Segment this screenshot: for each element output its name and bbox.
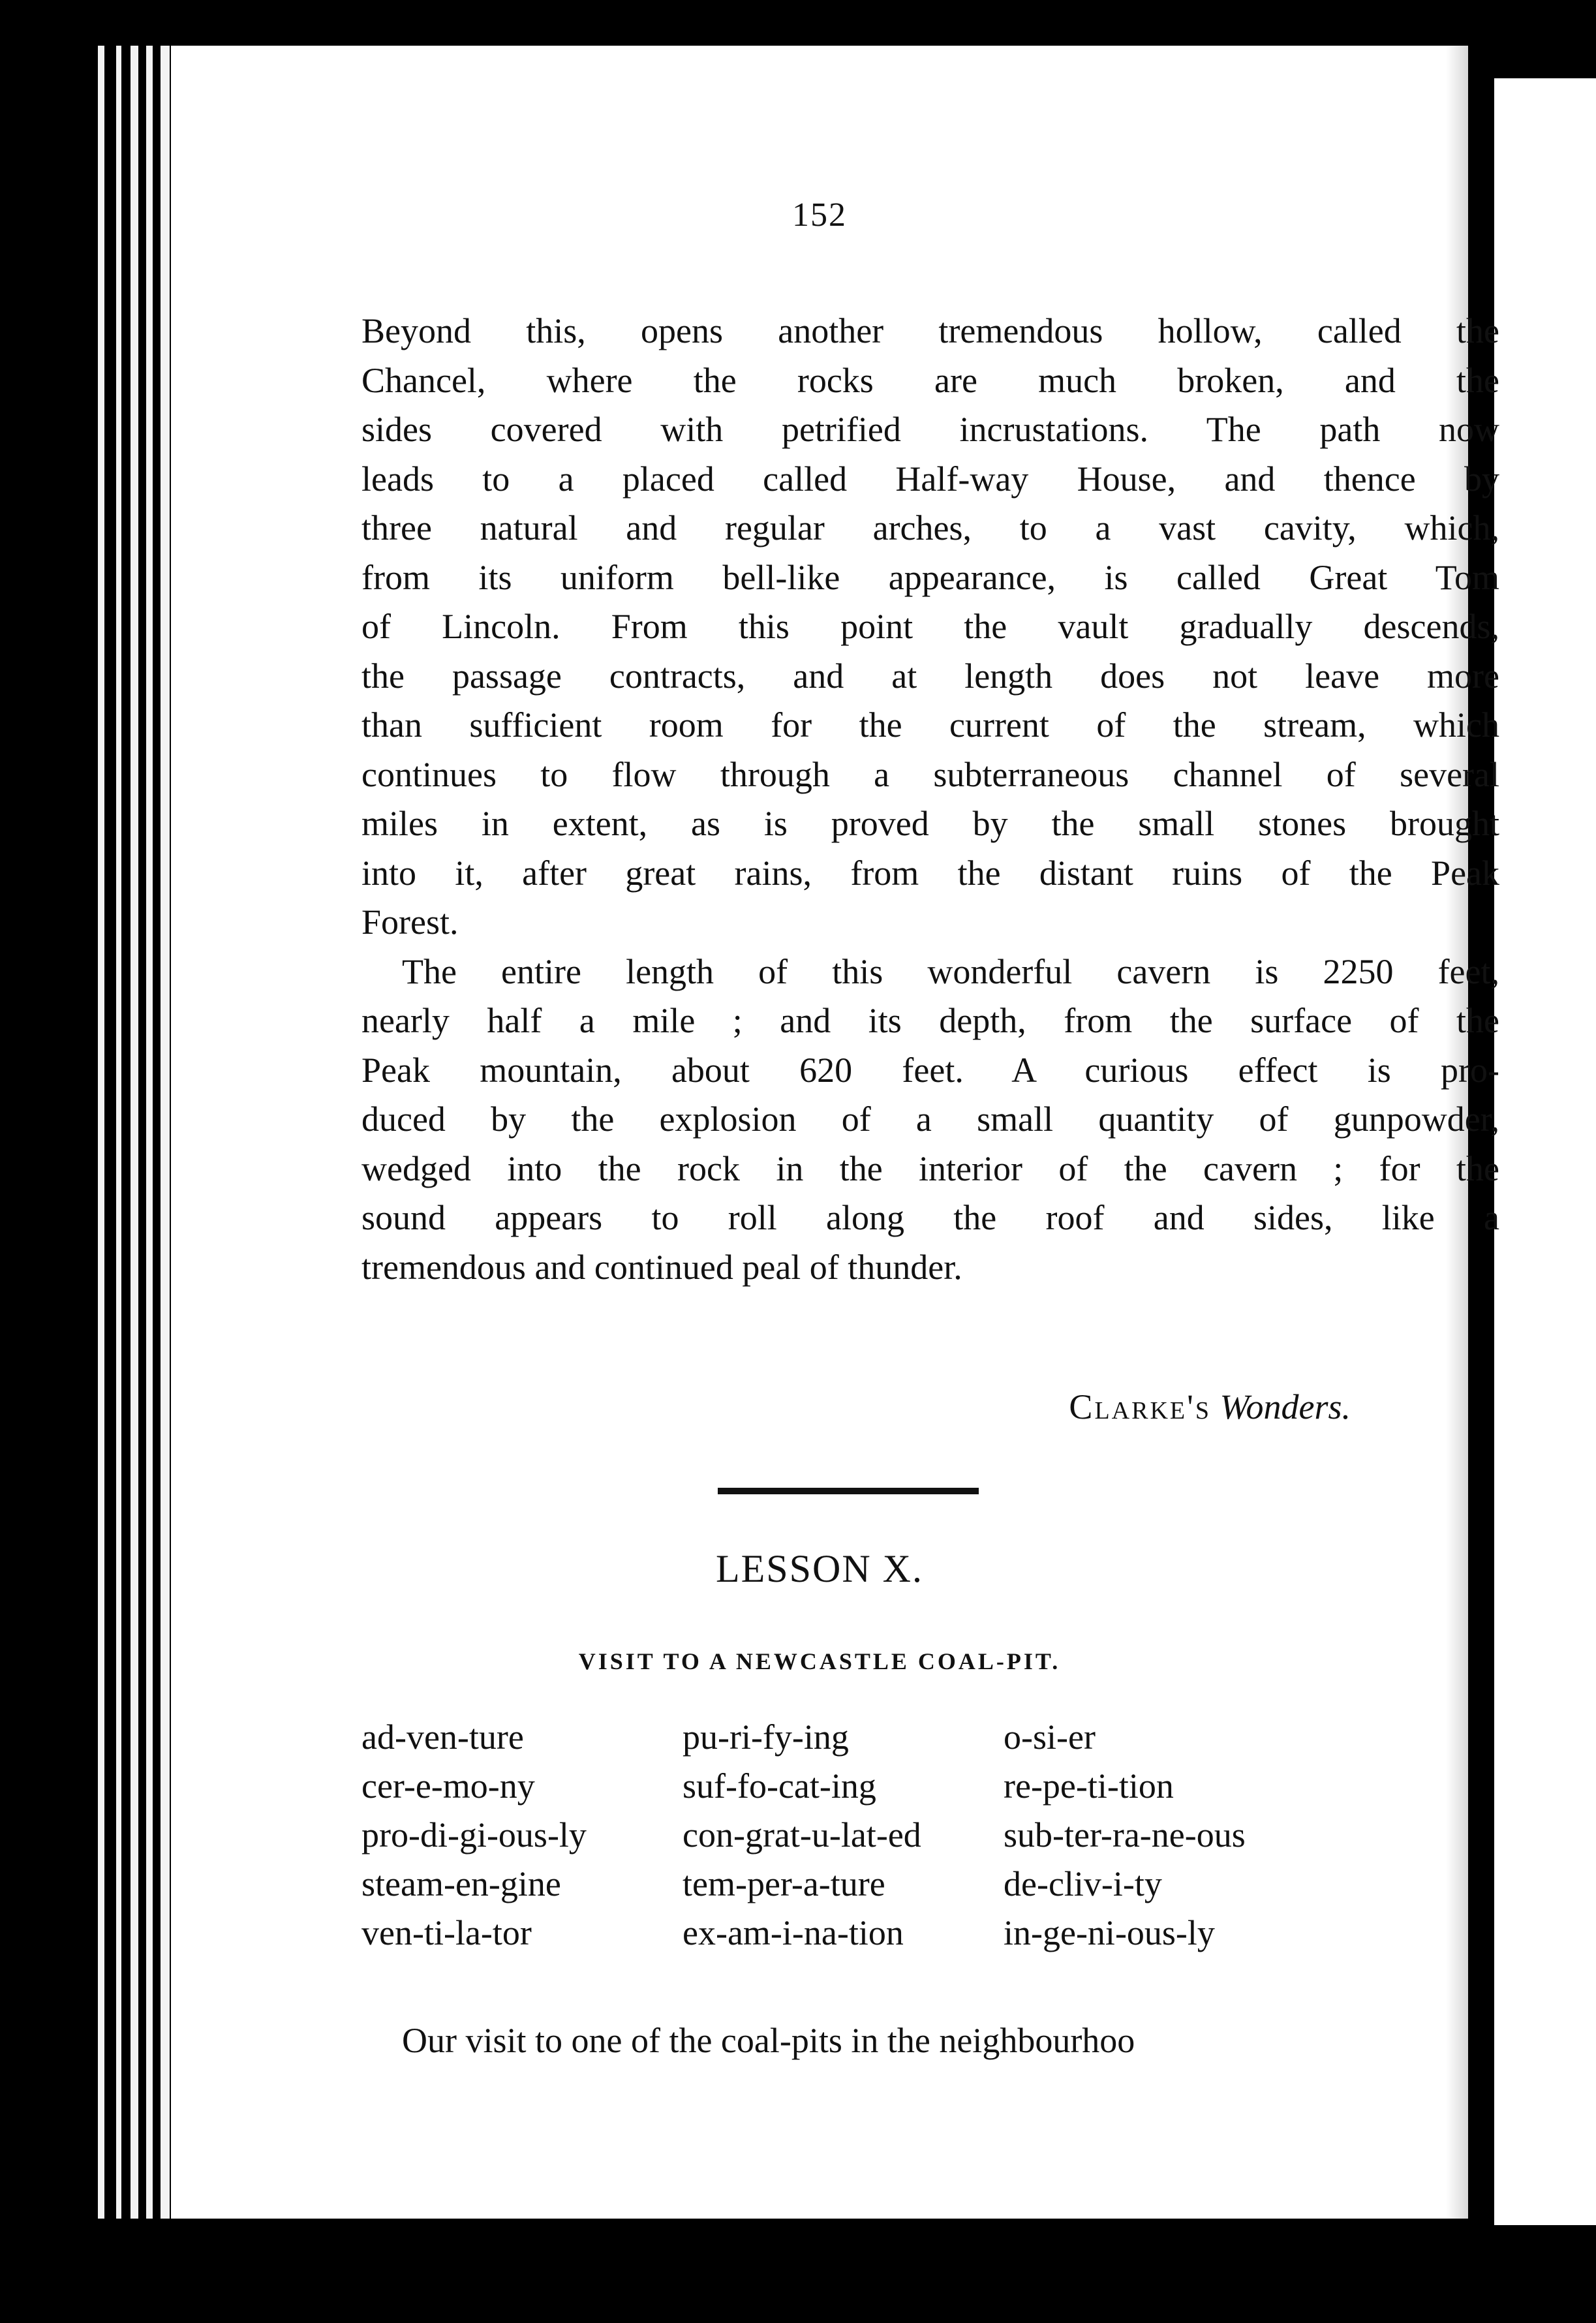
attribution-author: Clarke's bbox=[1069, 1387, 1211, 1426]
spelling-word: ex-am-i-na-tion bbox=[683, 1913, 904, 1952]
text-line: into it, after great rains, from the distant ruins of the Peak bbox=[361, 853, 1499, 893]
spelling-word: pro-di-gi-ous-ly bbox=[361, 1815, 587, 1854]
page-edge bbox=[146, 46, 153, 2219]
spelling-word-table bbox=[361, 1713, 1308, 1958]
spelling-word: suf-fo-cat-ing bbox=[683, 1766, 876, 1806]
text-line: Our visit to one of the coal-pits in the neighbourhoo bbox=[402, 2021, 1135, 2060]
text-line: sides covered with petrified incrustations. The path now bbox=[361, 410, 1499, 449]
text-line: Peak mountain, about 620 feet. A curious effect is pro- bbox=[361, 1050, 1499, 1090]
text-line: than sufficient room for the current of the stream, which bbox=[361, 705, 1499, 745]
text-line: of Lincoln. From this point the vault gradually descends, bbox=[361, 607, 1499, 646]
text-line: nearly half a mile ; and its depth, from the surface of the bbox=[361, 1001, 1499, 1040]
text-line: the passage contracts, and at length does not leave more bbox=[361, 656, 1499, 696]
spelling-word: pu-ri-fy-ing bbox=[683, 1717, 849, 1757]
text-line: from its uniform bell-like appearance, is called Great Tom bbox=[361, 557, 1499, 597]
book-page bbox=[171, 46, 1499, 2219]
spelling-word: in-ge-ni-ous-ly bbox=[1004, 1913, 1215, 1952]
lesson-heading: LESSON X. bbox=[715, 1547, 924, 1590]
page-edge bbox=[130, 46, 138, 2219]
spelling-word: sub-ter-ra-ne-ous bbox=[1004, 1815, 1246, 1854]
text-line: Forest. bbox=[361, 902, 459, 942]
attribution-work: Wonders. bbox=[1220, 1387, 1351, 1426]
text-line: three natural and regular arches, to a vast cavity, which, bbox=[361, 508, 1499, 547]
text-line: Chancel, where the rocks are much broken, and the bbox=[361, 360, 1499, 400]
page-edge bbox=[98, 46, 104, 2219]
text-line: miles in extent, as is proved by the small stones brought bbox=[361, 804, 1499, 843]
text-line: wedged into the rock in the interior of the cavern ; for the bbox=[361, 1148, 1499, 1188]
page-edge bbox=[116, 46, 121, 2219]
page-edge bbox=[161, 46, 170, 2219]
attribution bbox=[1069, 1387, 1351, 1427]
text-line: duced by the explosion of a small quantity of gunpowder, bbox=[361, 1100, 1499, 1139]
spelling-word: cer-e-mo-ny bbox=[361, 1766, 535, 1806]
spelling-word: ad-ven-ture bbox=[361, 1717, 524, 1757]
spelling-word: o-si-er bbox=[1004, 1717, 1096, 1757]
text-line: continues to flow through a subterraneous channel of several bbox=[361, 754, 1499, 794]
page-number: 152 bbox=[792, 196, 847, 234]
spelling-word: steam-en-gine bbox=[361, 1864, 561, 1903]
spelling-word: tem-per-a-ture bbox=[683, 1864, 885, 1903]
spelling-word: re-pe-ti-tion bbox=[1004, 1766, 1174, 1806]
text-line: Beyond this, opens another tremendous hollow, called the bbox=[361, 311, 1499, 350]
continuation-text bbox=[361, 2016, 1499, 2065]
section-divider bbox=[718, 1488, 979, 1494]
text-line: leads to a placed called Half-way House, and thence by bbox=[361, 459, 1499, 499]
spelling-word: de-cliv-i-ty bbox=[1004, 1864, 1162, 1903]
text-line: The entire length of this wonderful cavern is 2250 feet, bbox=[402, 951, 1499, 991]
text-line: tremendous and continued peal of thunder. bbox=[361, 1247, 962, 1287]
lesson-subheading: VISIT TO A NEWCASTLE COAL-PIT. bbox=[578, 1648, 1061, 1674]
facing-page-edge bbox=[1494, 78, 1596, 2225]
spelling-word: con-grat-u-lat-ed bbox=[683, 1815, 921, 1854]
passage-text bbox=[361, 307, 1499, 1292]
text-line: sound appears to roll along the roof and sides, like a bbox=[361, 1198, 1499, 1237]
spelling-word: ven-ti-la-tor bbox=[361, 1913, 532, 1952]
